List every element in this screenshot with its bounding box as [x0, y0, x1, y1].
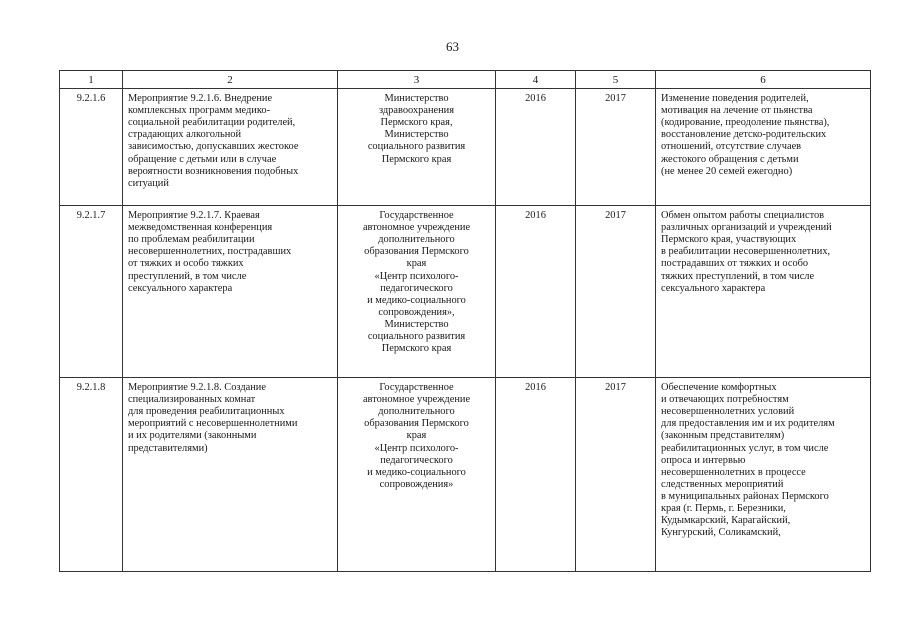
cell-line: мероприятий с несовершеннолетними [128, 418, 298, 430]
cell-line: в муниципальных районах Пермского [661, 490, 829, 502]
cell-line: края (г. Пермь, г. Березники, [661, 503, 786, 515]
cell-line: автономное учреждение [362, 394, 471, 406]
cell-line: и медико-социального [367, 466, 466, 478]
cell-line: от тяжких и особо тяжких [128, 258, 244, 270]
result-cell [656, 89, 871, 206]
start-year: 2016 [496, 378, 576, 572]
cell-line: межведомственная конференция [128, 222, 273, 234]
cell-line: Пермского края, [380, 117, 453, 129]
cell-line: Мероприятие 9.2.1.6. Внедрение [128, 93, 273, 105]
measures-table [59, 70, 871, 572]
cell-line: мотивация на лечение от пьянства [661, 105, 813, 117]
cell-line: педагогического [380, 282, 453, 294]
cell-line: отношений, отсутствие случаев [661, 141, 802, 153]
cell-line: Государственное [379, 210, 454, 222]
cell-line: ситуаций [128, 177, 169, 189]
cell-line: (не менее 20 семей ежегодно) [661, 165, 793, 177]
cell-line: представителями) [128, 442, 208, 454]
result-cell [656, 378, 871, 572]
cell-line: следственных мероприятий [661, 478, 784, 490]
cell-line: для предоставления им и их родителям [661, 418, 835, 430]
cell-line: и отвечающих потребностям [661, 394, 789, 406]
cell-line: края [406, 430, 427, 442]
table-row [60, 206, 871, 378]
cell-line: сопровождения», [378, 306, 455, 318]
cell-line: Кунгурский, Соликамский, [661, 527, 781, 539]
cell-line: Министерство [384, 129, 449, 141]
cell-line: Мероприятие 9.2.1.8. Создание [128, 382, 266, 394]
table-row [60, 378, 871, 572]
cell-line: и их родителями (законными [128, 430, 257, 442]
cell-line: жестокого обращения с детьми [661, 153, 799, 165]
cell-line: «Центр психолого- [374, 270, 459, 282]
start-year: 2016 [496, 89, 576, 206]
cell-line: Министерство [384, 318, 449, 330]
cell-line: несовершеннолетних, пострадавших [128, 246, 292, 258]
header-row [60, 71, 871, 89]
cell-line: (кодирование, преодоление пьянства), [661, 117, 830, 129]
cell-line: обращение с детьми или в случае [128, 153, 277, 165]
cell-line: социальной реабилитации родителей, [128, 117, 296, 129]
cell-line: сопровождения» [379, 478, 454, 490]
cell-line: Пермского края [381, 343, 452, 355]
cell-line: несовершеннолетних условий [661, 406, 795, 418]
activity-cell [123, 206, 338, 378]
start-year: 2016 [496, 206, 576, 378]
cell-line: Пермского края [381, 153, 452, 165]
end-year: 2017 [576, 89, 656, 206]
cell-line: края [406, 258, 427, 270]
header-cell: 3 [338, 71, 496, 89]
cell-line: Обмен опытом работы специалистов [661, 210, 825, 222]
cell-line: тяжких преступлений, в том числе [661, 270, 815, 282]
cell-line: для проведения реабилитационных [128, 406, 285, 418]
cell-line: Мероприятие 9.2.1.7. Краевая [128, 210, 260, 222]
table-body [60, 89, 871, 572]
cell-line: (законным представителям) [661, 430, 785, 442]
cell-line: социального развития [367, 331, 466, 343]
cell-line: несовершеннолетних в процессе [661, 466, 806, 478]
cell-line: «Центр психолого- [374, 442, 459, 454]
item-number: 9.2.1.7 [60, 206, 123, 378]
cell-line: по проблемам реабилитации [128, 234, 255, 246]
cell-line: автономное учреждение [362, 222, 471, 234]
header-cell: 1 [60, 71, 123, 89]
end-year: 2017 [576, 206, 656, 378]
cell-line: образования Пермского [364, 418, 469, 430]
cell-line: восстановление детско-родительских [661, 129, 827, 141]
activity-cell [123, 378, 338, 572]
cell-line: сексуального характера [661, 282, 766, 294]
item-number: 9.2.1.6 [60, 89, 123, 206]
cell-line: Министерство [384, 93, 449, 105]
header-cell: 2 [123, 71, 338, 89]
cell-line: пострадавших от тяжких и особо [661, 258, 809, 270]
cell-line: социального развития [367, 141, 466, 153]
executor-cell [338, 206, 496, 378]
header-cell: 4 [496, 71, 576, 89]
cell-line: и медико-социального [367, 294, 466, 306]
header-cell: 5 [576, 71, 656, 89]
result-cell [656, 206, 871, 378]
page-number: 63 [446, 39, 459, 54]
cell-line: Пермского края, участвующих [661, 234, 797, 246]
item-number: 9.2.1.8 [60, 378, 123, 572]
cell-line: в реабилитации несовершеннолетних, [661, 246, 831, 258]
cell-line: дополнительного [378, 406, 455, 418]
cell-line: специализированных комнат [128, 394, 256, 406]
cell-line: зависимостью, допускавших жестокое [128, 141, 299, 153]
cell-line: различных организаций и учреждений [661, 222, 832, 234]
cell-line: образования Пермского [364, 246, 469, 258]
cell-line: Кудымкарский, Карагайский, [661, 515, 791, 527]
cell-line: преступлений, в том числе [128, 270, 247, 282]
header-cell: 6 [656, 71, 871, 89]
cell-line: опроса и интервью [661, 454, 746, 466]
cell-line: сексуального характера [128, 282, 233, 294]
cell-line: педагогического [380, 454, 453, 466]
end-year: 2017 [576, 378, 656, 572]
cell-line: Обеспечение комфортных [661, 382, 777, 394]
cell-line: вероятности возникновения подобных [128, 165, 299, 177]
cell-line: Изменение поведения родителей, [661, 93, 809, 105]
table-row [60, 89, 871, 206]
executor-cell [338, 89, 496, 206]
executor-cell [338, 378, 496, 572]
cell-line: здравоохранения [378, 105, 455, 117]
cell-line: комплексных программ медико- [128, 105, 271, 117]
cell-line: страдающих алкогольной [128, 129, 242, 141]
cell-line: реабилитационных услуг, в том числе [661, 442, 829, 454]
cell-line: дополнительного [378, 234, 455, 246]
activity-cell [123, 89, 338, 206]
cell-line: Государственное [379, 382, 454, 394]
